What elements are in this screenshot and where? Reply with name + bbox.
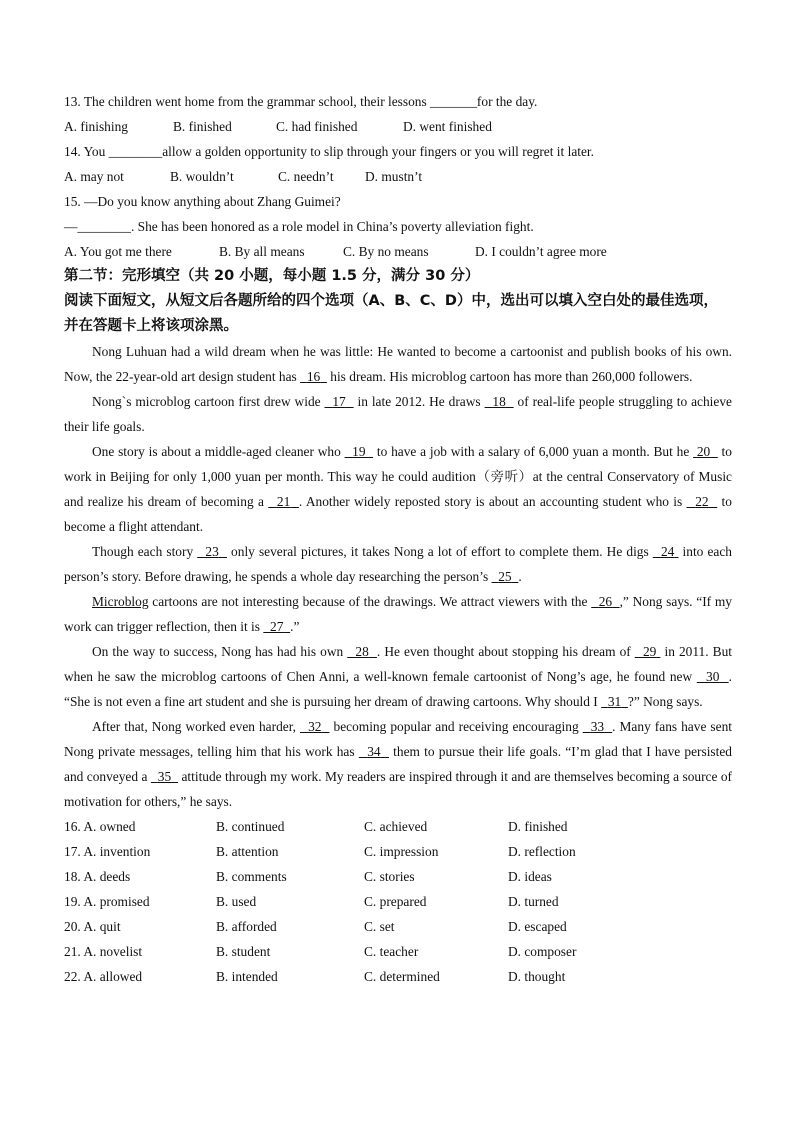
option-b: B. wouldn’t — [170, 169, 234, 184]
blank-17: 17 — [332, 394, 346, 409]
option-d: D. mustn’t — [365, 169, 423, 184]
choice-19-b: B. used — [216, 894, 257, 909]
blank-33: 33 — [590, 719, 605, 734]
option-c: C. had finished — [276, 119, 358, 134]
question-13 — [64, 89, 732, 114]
dash: — — [64, 219, 78, 234]
section-title: 第二节：完形填空（共 20 小题，每小题 1.5 分，满分 30 分） — [64, 268, 480, 284]
option-d: D. I couldn’t agree more — [475, 244, 607, 259]
choices-table — [64, 814, 732, 989]
option-c: C. By no means — [343, 244, 429, 259]
question-14-blank: ________ — [108, 144, 163, 159]
blank-34: 34 — [367, 744, 381, 759]
choice-17-a: 17. A. invention — [64, 844, 151, 859]
choice-17-b: B. attention — [216, 844, 279, 859]
option-c: C. needn’t — [278, 169, 334, 184]
choice-22-a: 22. A. allowed — [64, 969, 143, 984]
underlined-word: Microblog — [92, 594, 149, 609]
choice-18-a: 18. A. deeds — [64, 869, 131, 884]
choice-21-c: C. teacher — [364, 944, 419, 959]
blank-28: 28 — [355, 644, 369, 659]
choice-16-b: B. continued — [216, 819, 285, 834]
question-15-stem: 15. —Do you know anything about Zhang Guimei? — [64, 194, 341, 209]
blank-18: 18 — [492, 394, 506, 409]
passage-paragraph-7: After that, Nong worked even harder, 32 becoming popular and receiving encouraging 33 . Many fans have sent Nong private messages, telling him that his work has 34 them to pursue their life goals. “I’m glad that I have persisted and conveyed a 35 attitude through my work. My readers are inspired through it and are themselves becoming a source of motivation for others,” he says. — [64, 719, 733, 809]
question-14-stem-end: allow a golden opportunity to slip through your fingers or you will regret it later. — [162, 144, 594, 159]
choice-20-c: C. set — [364, 919, 395, 934]
blank-19: 19 — [352, 444, 366, 459]
choice-20-b: B. afforded — [216, 919, 277, 934]
choice-20-d: D. escaped — [508, 919, 567, 934]
blank-24: 24 — [660, 544, 675, 559]
blank-31: 31 — [607, 694, 622, 709]
question-14-options — [64, 164, 732, 189]
question-13-blank: _______ — [430, 94, 477, 109]
blank-30: 30 — [706, 669, 720, 684]
choice-16-a: 16. A. owned — [64, 819, 136, 834]
choice-16-d: D. finished — [508, 819, 568, 834]
choice-20-a: 20. A. quit — [64, 919, 121, 934]
choice-18-b: B. comments — [216, 869, 287, 884]
question-15-line2 — [64, 214, 732, 239]
blank-22: 22 — [695, 494, 709, 509]
question-15-blank: ________ — [77, 219, 131, 234]
option-d: D. went finished — [403, 119, 492, 134]
choice-21-b: B. student — [216, 944, 271, 959]
passage-paragraph-6: On the way to success, Nong has had his own 28 . He even thought about stopping his dream of 29 in 2011. But when he saw the microblog cartoons of Chen Anni, a well-known female cartoonist of Nong’s age, he found new 30 . “She is not even a fine art student and she is pursuing her dream of drawing cartoons. Why should I 31 ?” Nong says. — [64, 644, 732, 709]
option-b: B. By all means — [219, 244, 305, 259]
option-a: A. may not — [64, 169, 124, 184]
question-14-stem: 14. You — [64, 144, 109, 159]
choice-17-d: D. reflection — [508, 844, 576, 859]
choice-21-a: 21. A. novelist — [64, 944, 143, 959]
choice-19-c: C. prepared — [364, 894, 427, 909]
question-13-options — [64, 114, 732, 139]
passage-paragraph-5: Microblog cartoons are not interesting because of the drawings. We attract viewers with the 26 ,” Nong says. “If my work can trigger reflection, then it is 27 .” — [64, 594, 732, 634]
choice-22-d: D. thought — [508, 969, 566, 984]
blank-32: 32 — [308, 719, 322, 734]
choice-19-d: D. turned — [508, 894, 559, 909]
blank-27: 27 — [270, 619, 284, 634]
choice-17-c: C. impression — [364, 844, 439, 859]
question-13-stem-end: for the day. — [476, 94, 538, 109]
choice-18-d: D. ideas — [508, 869, 552, 884]
question-15 — [64, 189, 732, 214]
option-a: A. You got me there — [64, 244, 172, 259]
passage-paragraph-3: One story is about a middle-aged cleaner who 19 to have a job with a salary of 6,000 yuan a month. But he 20 to work in Beijing for only 1,000 yuan per month. This way he could audition（旁听）at the central Conservatory of Music and realize his dream of becoming a 21 . Another widely reposted story is about an accounting student who is 22 to become a flight attendant. — [64, 444, 732, 534]
section-instruction: 阅读下面短文，从短文后各题所给的四个选项（A、B、C、D）中，选出可以填入空白处的最佳选项，并在答题卡上将该项涂黑。 — [64, 293, 718, 334]
blank-23: 23 — [205, 544, 219, 559]
choice-19-a: 19. A. promised — [64, 894, 150, 909]
choice-21-d: D. composer — [508, 944, 577, 959]
option-b: B. finished — [173, 119, 232, 134]
choice-22-b: B. intended — [216, 969, 278, 984]
question-15-stem-end: . She has been honored as a role model in China’s poverty alleviation fight. — [130, 219, 534, 234]
passage-paragraph-4: Though each story 23 only several pictures, it takes Nong a lot of effort to complete them. He digs 24 into each person’s story. Before drawing, he spends a whole day researching the person’s 25 . — [64, 544, 732, 584]
blank-20: 20 — [696, 444, 711, 459]
blank-26: 26 — [598, 594, 613, 609]
blank-35: 35 — [157, 769, 172, 784]
question-15-options — [64, 239, 732, 264]
choice-18-c: C. stories — [364, 869, 415, 884]
question-13-stem: 13. The children went home from the grammar school, their lessons — [64, 94, 431, 109]
exam-page — [64, 89, 732, 989]
blank-21: 21 — [276, 494, 291, 509]
option-a: A. finishing — [64, 119, 128, 134]
choice-22-c: C. determined — [364, 969, 440, 984]
blank-25: 25 — [498, 569, 512, 584]
passage-paragraph-1: Nong Luhuan had a wild dream when he was little: He wanted to become a cartoonist and publish books of his own. Now, the 22-year-old art design student has 16 his dream. His microblog cartoon has more than 260,000 followers. — [64, 344, 732, 384]
blank-16: 16 — [306, 369, 321, 384]
choice-16-c: C. achieved — [364, 819, 428, 834]
question-14 — [64, 139, 732, 164]
passage-paragraph-2: Nong`s microblog cartoon first drew wide 17 in late 2012. He draws 18 of real-life people struggling to achieve their life goals. — [64, 394, 732, 434]
blank-29: 29 — [642, 644, 657, 659]
